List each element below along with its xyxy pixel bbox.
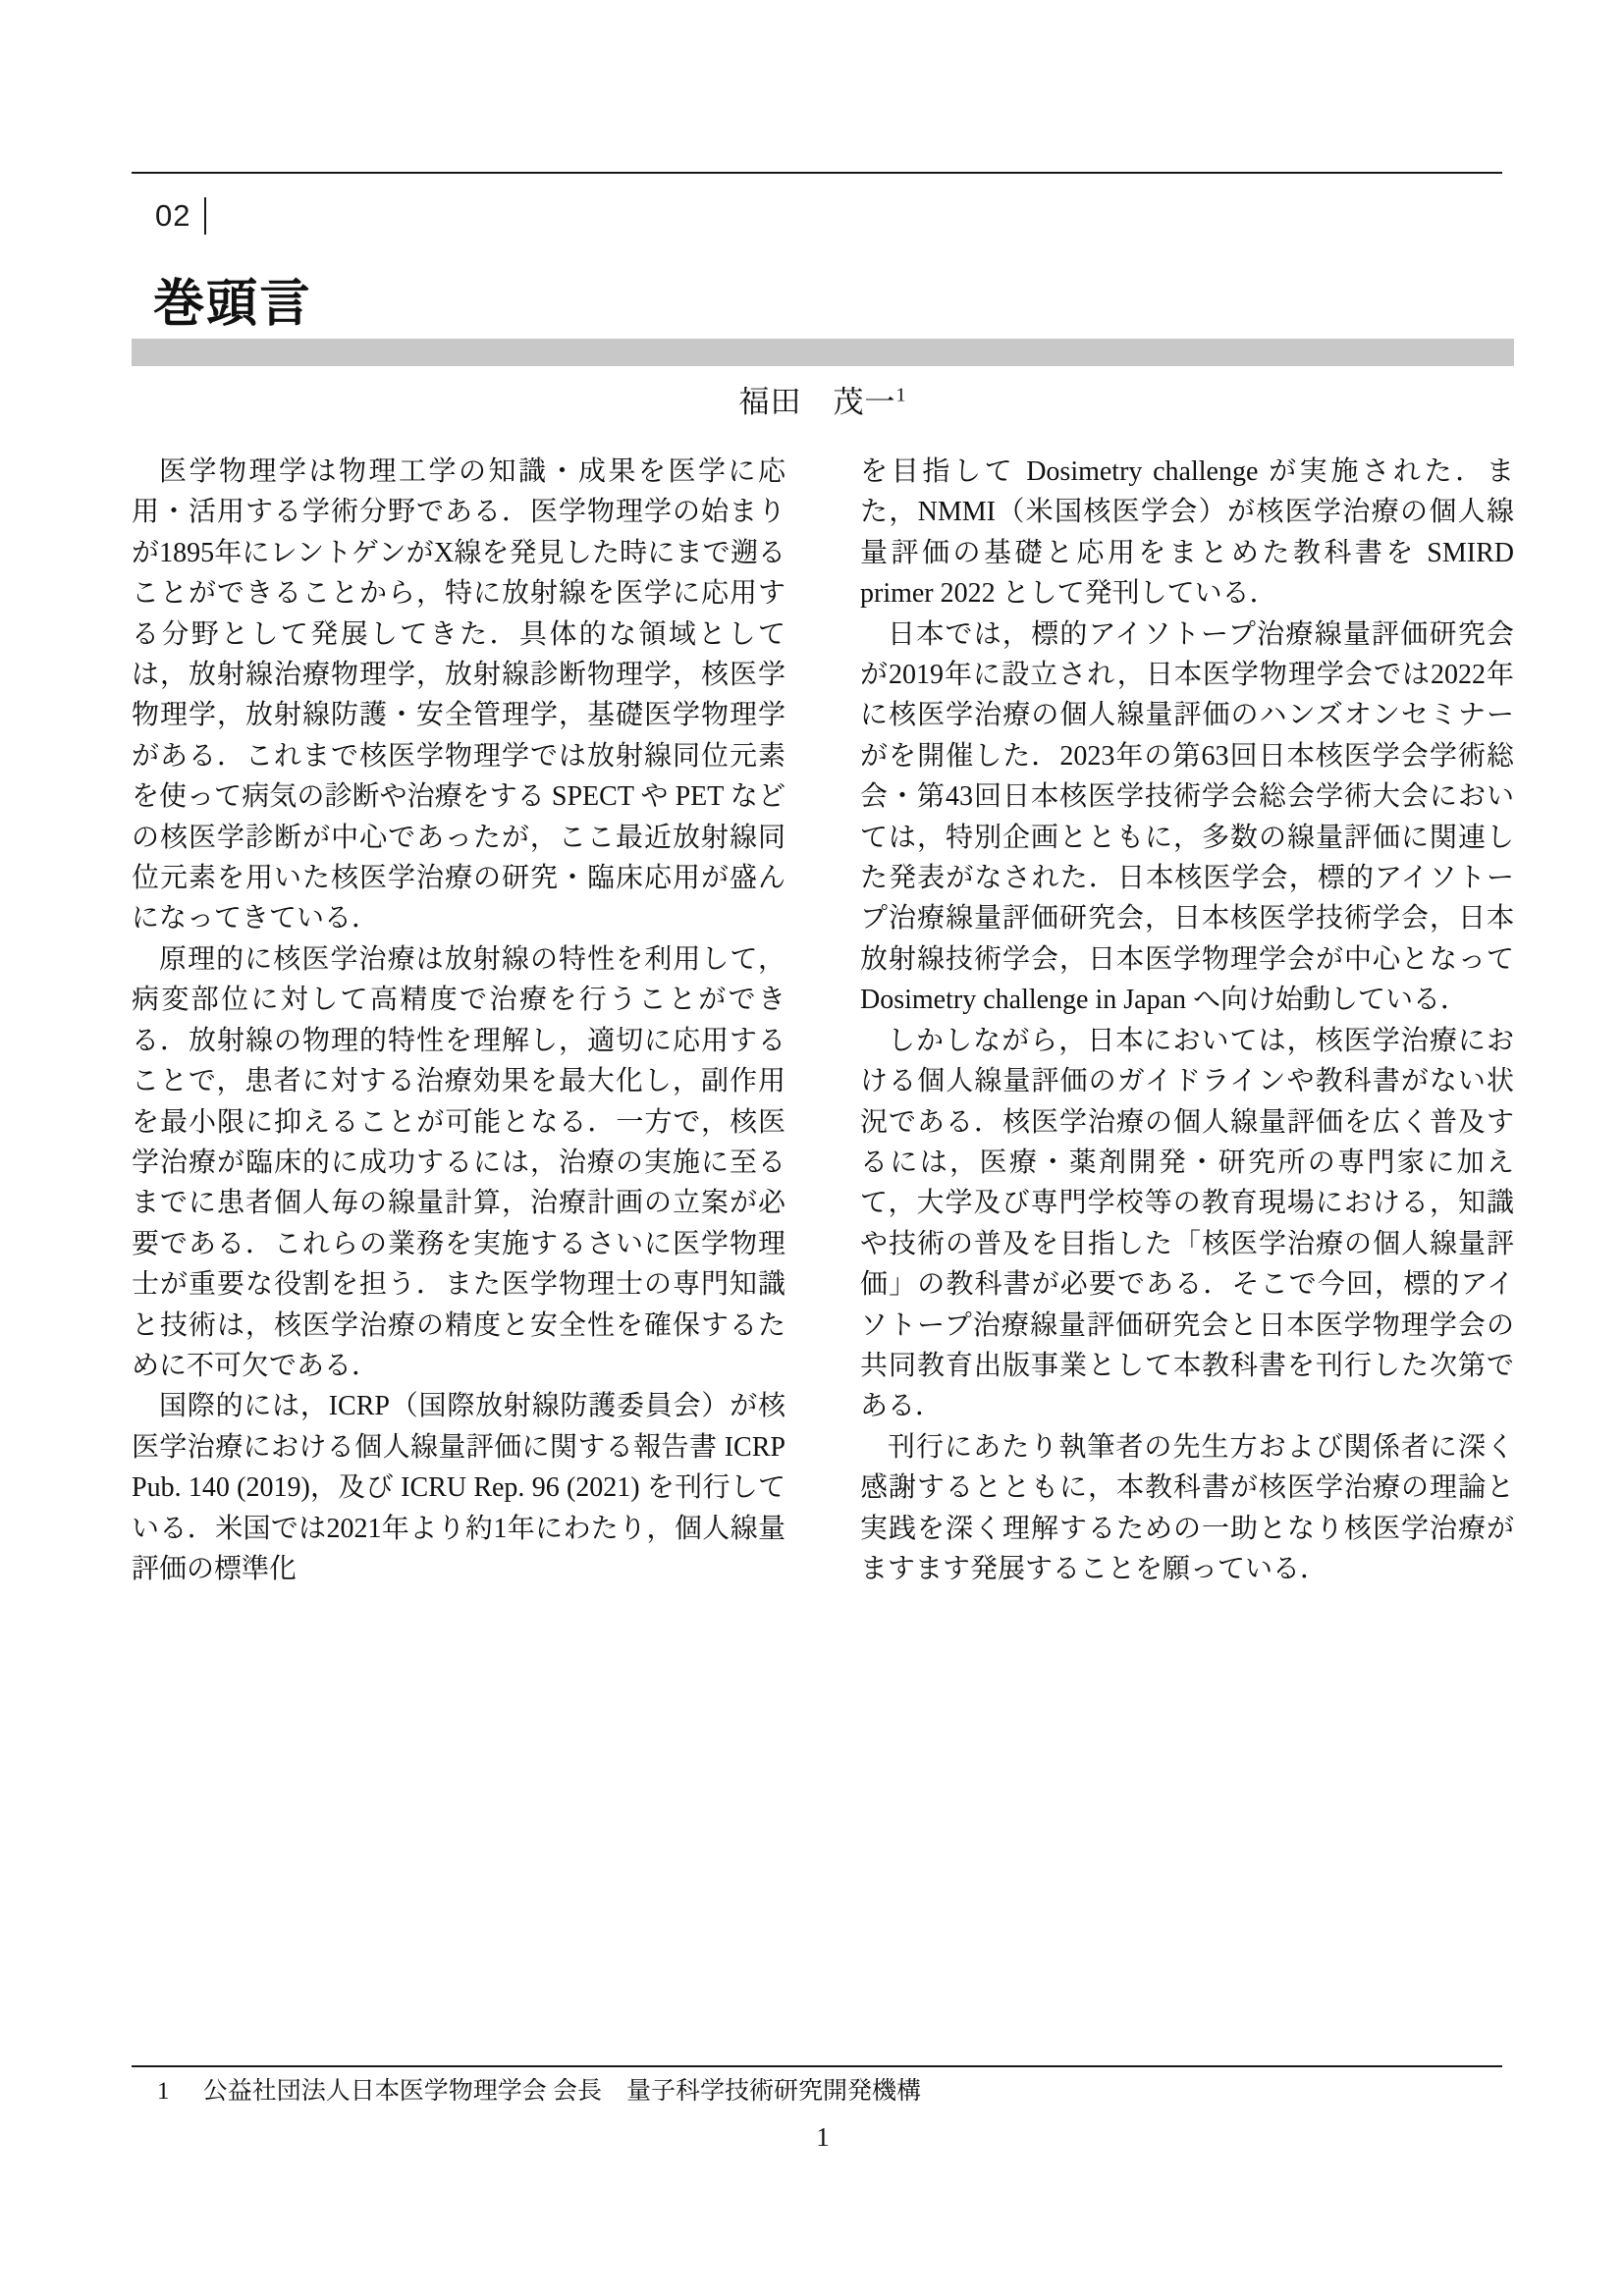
footnote	[157, 2075, 921, 2109]
author-line	[132, 377, 1514, 421]
footnote-text: 公益社団法人日本医学物理学会 会長 量子科学技術研究開発機構	[202, 2078, 922, 2105]
article-body	[132, 452, 1514, 1589]
paragraph: しかしながら，日本においては，核医学治療における個人線量評価のガイドラインや教科書がない状況である．核医学治療の個人線量評価を広く普及するには，医療・薬剤開発・研究所の専門家に加えて，大学及び専門学校等の教育現場における，知識や技術の普及を目指した「核医学治療の個人線量評価」の教科書が必要である．そこで今回，標的アイソトープ治療線量評価研究会と日本医学物理学会の共同教育出版事業として本教科書を刊行した次第である．	[860, 1025, 1514, 1422]
paragraph: 医学物理学は物理工学の知識・成果を医学に応用・活用する学術分野である．医学物理学の始まりが1895年にレントゲンがX線を発見した時にまで遡ることができることから，特に放射線を医学に応用する分野として発展してきた．具体的な領域としては，放射線治療物理学，放射線診断物理学，核医学物理学，放射線防護・安全管理学，基礎医学物理学がある．これまで核医学物理学では放射線同位元素を使って病気の診断や治療をする SPECT や PET などの核医学診断が中心であったが，ここ最近放射線同位元素を用いた核医学治療の研究・臨床応用が盛んになってきている．	[132, 456, 785, 934]
right-column	[860, 452, 1514, 1589]
footnote-rule	[132, 2065, 1502, 2067]
chapter-number: 02	[155, 198, 191, 233]
author-name: 福田 茂一	[738, 385, 896, 419]
page-number: 1	[816, 2122, 830, 2152]
top-rule	[132, 172, 1502, 174]
paragraph: 刊行にあたり執筆者の先生方および関係者に深く感謝するとともに，本教科書が核医学治療の理論と実践を深く理解するための一助となり核医学治療がますます発展することを願っている．	[860, 1431, 1514, 1584]
left-column	[132, 452, 785, 1589]
paragraph: 日本では，標的アイソトープ治療線量評価研究会が2019年に設立され，日本医学物理学会では2022年に核医学治療の個人線量評価のハンズオンセミナーがを開催した．2023年の第63回日本核医学会学術総会・第43回日本核医学技術学会総会学術大会においては，特別企画とともに，多数の線量評価に関連した発表がなされた．日本核医学会，標的アイソトープ治療線量評価研究会，日本核医学技術学会，日本放射線技術学会，日本医学物理学会が中心となって Dosimetry challenge in Japan へ向け始動している．	[860, 618, 1514, 1016]
paragraph: 国際的には，ICRP（国際放射線防護委員会）が核医学治療における個人線量評価に関する報告書 ICRP Pub. 140 (2019)，及び ICRU Rep. 96 (2021) を刊行している．米国では2021年より約1年にわたり，個人線量評価の標準化	[132, 1391, 785, 1584]
paragraph-continuation: を目指して Dosimetry challenge が実施された．また，NMMI（米国核医学会）が核医学治療の個人線量評価の基礎と応用をまとめた教科書を SMIRD primer 2022 として発刊している．	[860, 456, 1514, 610]
title-section-bar	[132, 339, 1514, 366]
header-divider-bar	[204, 197, 206, 235]
page-header	[155, 196, 206, 236]
page-title: 巻頭言	[153, 276, 313, 333]
footnote-marker: 1	[157, 2078, 170, 2105]
author-footnote-ref: 1	[895, 384, 907, 406]
paragraph: 原理的に核医学治療は放射線の特性を利用して，病変部位に対して高精度で治療を行うことができる．放射線の物理的特性を理解し，適切に応用することで，患者に対する治療効果を最大化し，副作用を最小限に抑えることが可能となる．一方で，核医学治療が臨床的に成功するには，治療の実施に至るまでに患者個人毎の線量計算，治療計画の立案が必要である．これらの業務を実施するさいに医学物理士が重要な役割を担う．また医学物理士の専門知識と技術は，核医学治療の精度と安全性を確保するために不可欠である．	[132, 943, 785, 1381]
